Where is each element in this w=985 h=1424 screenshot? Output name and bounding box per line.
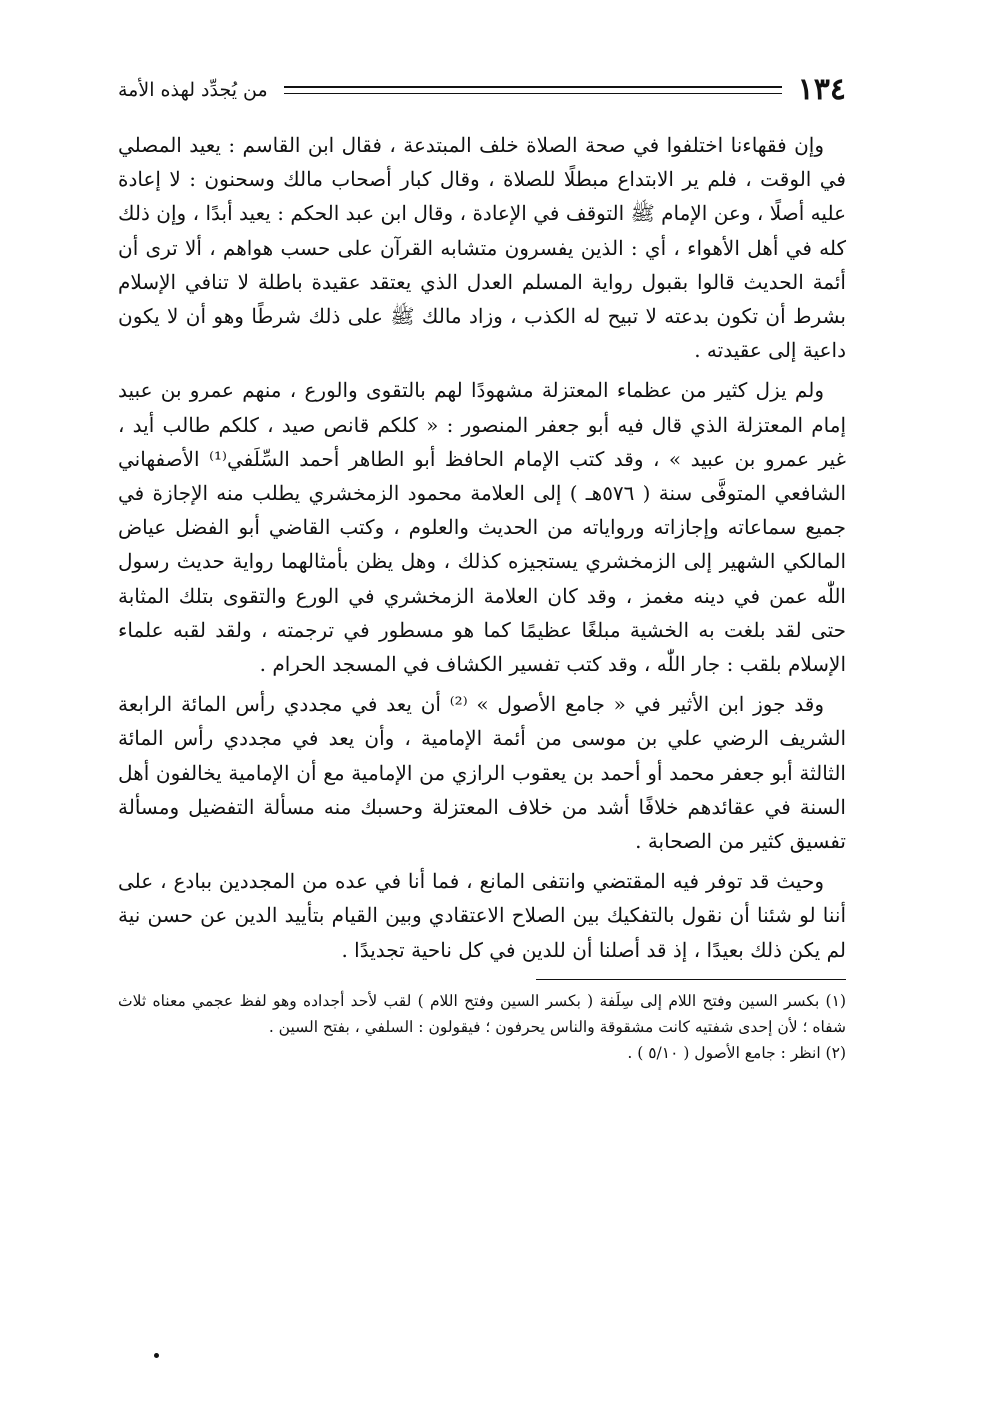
book-title: من يُجدِّد لهذه الأمة [118,79,268,101]
header-rule [284,86,782,94]
document-page [118,70,846,1066]
footnotes [118,988,846,1066]
footnote-2: (٢) انظر : جامع الأصول ( ٥/١٠ ) . [627,1043,846,1062]
paragraph: وقد جوز ابن الأثير في « جامع الأصول » ⁽²⁾ أن يعد في مجددي رأس المائة الرابعة الشريف الرضي علي بن موسى من أئمة الإمامية ، وأن يعد في مجددي رأس المائة الثالثة أبو جعفر محمد أو أحمد بن يعقوب الرازي من الإمامية مع أن الإمامية يخالفون أهل السنة في عقائدهم خلافًا أشد من خلاف المعتزلة وحسبك منه مسألة التفضيل ومسألة تفسيق كثير من الصحابة . [118,692,846,854]
footnote-1: (١) بكسر السين وفتح اللام إلى سِلَفة ( بكسر السين وفتح اللام ) لقب لأحد أجداده وهو لفظ عجمي معناه ثلاث شفاه ؛ لأن إحدى شفتيه كانت مشقوقة والناس يحرفون ؛ فيقولون : السلفي ، بفتح السين . [118,991,846,1036]
page-number: ١٣٤ [797,72,846,107]
paragraph: وحيث قد توفر فيه المقتضي وانتفى المانع ، فما أنا في عده من المجددين ببادع ، على أننا لو شئنا أن نقول بالتفكيك بين الصلاح الاعتقادي وبين القيام بتأييد الدين عن حسن نية لم يكن ذلك بعيدًا ، إذ قد أصلنا أن للدين في كل ناحية تجديدًا . [118,869,846,962]
footnote-separator [536,979,846,980]
page-dot [154,1353,159,1358]
running-header [118,70,846,110]
paragraph: ولم يزل كثير من عظماء المعتزلة مشهودًا لهم بالتقوى والورع ، منهم عمرو بن عبيد إمام المعتزلة الذي قال فيه أبو جعفر المنصور : « كلكم قانص صيد ، كلكم طالب أيد ، غير عمرو بن عبيد » ، وقد كتب الإمام الحافظ أبو الطاهر أحمد السِّلَفي⁽¹⁾ الأصفهاني الشافعي المتوفَّى سنة ( ٥٧٦هـ ) إلى العلامة محمود الزمخشري يطلب منه الإجازة في جميع سماعاته وإجازاته ورواياته من الحديث والعلوم ، وكتب القاضي أبو الفضل عياض المالكي الشهير إلى الزمخشري يستجيزه كذلك ، وهل يظن بأمثالهما رواية حديث رسول اللّٰه عمن في دينه مغمز ، وقد كان العلامة الزمخشري في الورع والتقوى بتلك المثابة حتى لقد بلغت به الخشية مبلغًا عظيمًا كما هو مسطور في ترجمته ، ولقد لقبه علماء الإسلام بلقب : جار اللّٰه ، وقد كتب تفسير الكشاف في المسجد الحرام . [118,378,847,677]
body-text [118,128,846,967]
paragraph: وإن فقهاءنا اختلفوا في صحة الصلاة خلف المبتدعة ، فقال ابن القاسم : يعيد المصلي في الوقت ، فلم ير الابتداع مبطلًا للصلاة ، وقال كبار أصحاب مالك وسحنون : لا إعادة عليه أصلًا ، وعن الإمام ﷺ التوقف في الإعادة ، وقال ابن عبد الحكم : يعيد أبدًا ، وإن ذلك كله في أهل الأهواء ، أي : الذين يفسرون متشابه القرآن على حسب هواهم ، ألا ترى أن أئمة الحديث قالوا بقبول رواية المسلم العدل الذي يعتقد عقيدة باطلة لا تنافي الإسلام بشرط أن تكون بدعته لا تبيح له الكذب ، وزاد مالك ﷺ على ذلك شرطًا وهو أن لا يكون داعية إلى عقيدته . [118,133,846,363]
